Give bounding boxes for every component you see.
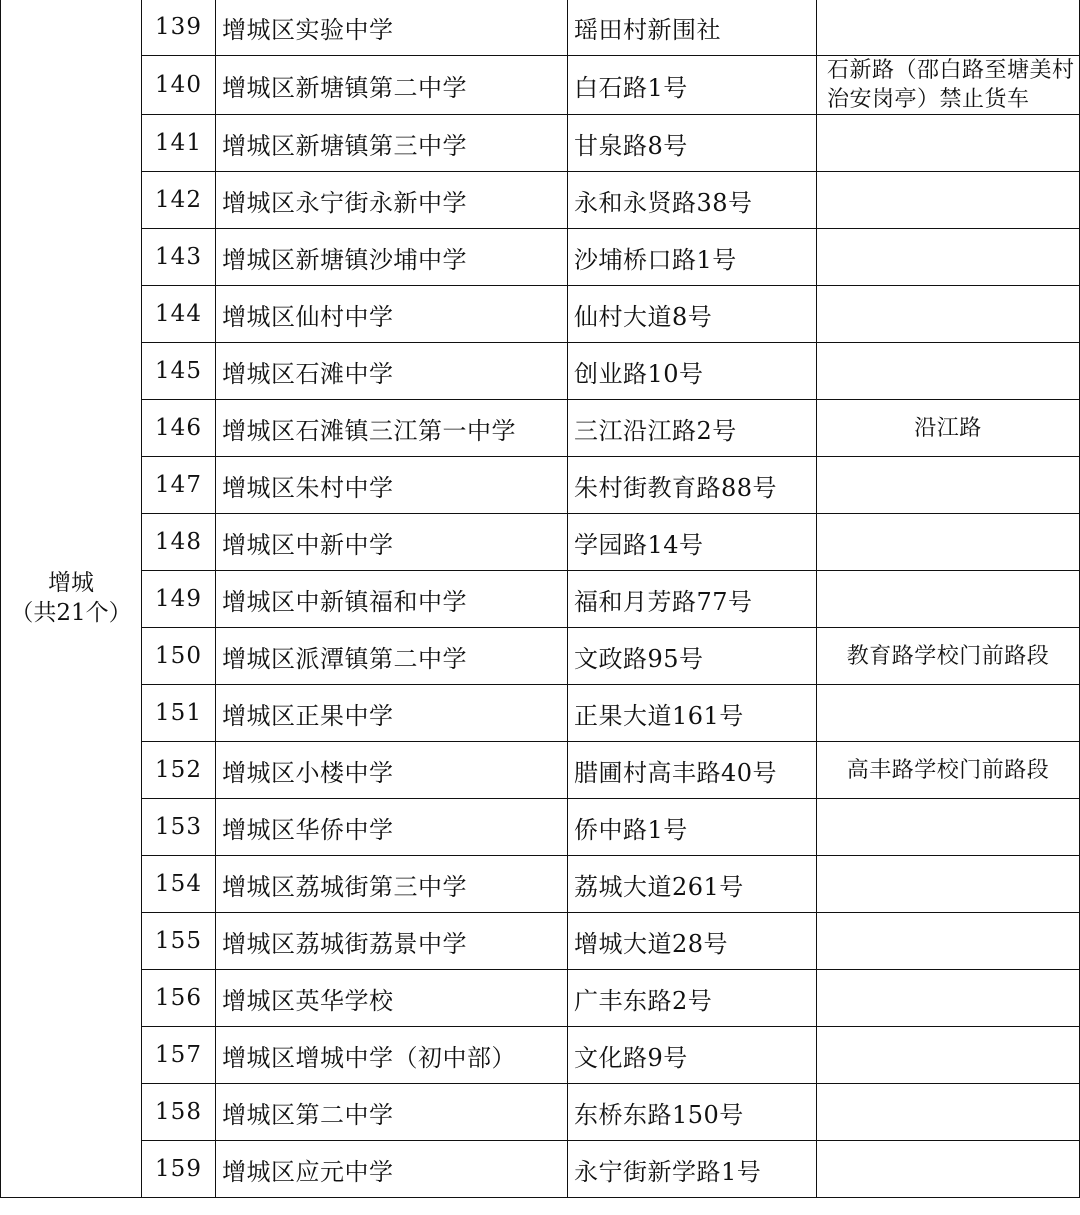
- school-name: 增城区增城中学（初中部）: [216, 1027, 568, 1084]
- row-number: 157: [142, 1027, 216, 1084]
- row-number: 150: [142, 628, 216, 685]
- school-name: 增城区英华学校: [216, 970, 568, 1027]
- school-name: 增城区华侨中学: [216, 799, 568, 856]
- table-row: [1, 56, 1080, 115]
- school-name: 增城区派潭镇第二中学: [216, 628, 568, 685]
- restriction-note: [817, 514, 1080, 571]
- table-row: [1, 1027, 1080, 1084]
- restriction-note: [817, 0, 1080, 56]
- school-address: 东桥东路150号: [568, 1084, 817, 1141]
- restriction-note: [817, 571, 1080, 628]
- row-number: 146: [142, 400, 216, 457]
- restriction-note: 沿江路: [817, 400, 1080, 457]
- table-row: [1, 172, 1080, 229]
- table-row: [1, 1084, 1080, 1141]
- school-address: 仙村大道8号: [568, 286, 817, 343]
- district-count: （共21个）: [10, 600, 132, 626]
- row-number: 149: [142, 571, 216, 628]
- school-name: 增城区中新中学: [216, 514, 568, 571]
- district-cell: [1, 0, 142, 1198]
- school-address: 文政路95号: [568, 628, 817, 685]
- row-number: 147: [142, 457, 216, 514]
- restriction-note: [817, 913, 1080, 970]
- table-row: [1, 685, 1080, 742]
- restriction-note: [817, 799, 1080, 856]
- table-row: [1, 115, 1080, 172]
- row-number: 152: [142, 742, 216, 799]
- district-name: 增城: [48, 570, 94, 596]
- restriction-note: 高丰路学校门前路段: [817, 742, 1080, 799]
- restriction-note: [817, 1027, 1080, 1084]
- school-address: 荔城大道261号: [568, 856, 817, 913]
- restriction-note: [817, 172, 1080, 229]
- school-name: 增城区中新镇福和中学: [216, 571, 568, 628]
- row-number: 151: [142, 685, 216, 742]
- table-row: [1, 514, 1080, 571]
- restriction-note: [817, 115, 1080, 172]
- table-row: [1, 457, 1080, 514]
- restriction-note: [817, 1141, 1080, 1198]
- school-name: 增城区荔城街第三中学: [216, 856, 568, 913]
- school-address: 福和月芳路77号: [568, 571, 817, 628]
- restriction-note: [817, 457, 1080, 514]
- table-row: [1, 0, 1080, 56]
- school-address: 朱村街教育路88号: [568, 457, 817, 514]
- table-row: [1, 913, 1080, 970]
- school-address: 侨中路1号: [568, 799, 817, 856]
- school-address: 永和永贤路38号: [568, 172, 817, 229]
- school-address: 甘泉路8号: [568, 115, 817, 172]
- table-row: [1, 856, 1080, 913]
- restriction-note: 石新路（邵白路至塘美村治安岗亭）禁止货车: [817, 56, 1080, 115]
- table-row: [1, 970, 1080, 1027]
- school-address: 增城大道28号: [568, 913, 817, 970]
- school-name: 增城区荔城街荔景中学: [216, 913, 568, 970]
- table-row: [1, 799, 1080, 856]
- row-number: 143: [142, 229, 216, 286]
- row-number: 155: [142, 913, 216, 970]
- school-name: 增城区小楼中学: [216, 742, 568, 799]
- row-number: 159: [142, 1141, 216, 1198]
- school-name: 增城区石滩中学: [216, 343, 568, 400]
- row-number: 141: [142, 115, 216, 172]
- row-number: 158: [142, 1084, 216, 1141]
- school-address: 瑶田村新围社: [568, 0, 817, 56]
- restriction-note: [817, 856, 1080, 913]
- row-number: 140: [142, 56, 216, 115]
- school-address: 广丰东路2号: [568, 970, 817, 1027]
- school-name: 增城区正果中学: [216, 685, 568, 742]
- row-number: 142: [142, 172, 216, 229]
- school-name: 增城区朱村中学: [216, 457, 568, 514]
- row-number: 144: [142, 286, 216, 343]
- table-row: [1, 343, 1080, 400]
- school-address: 沙埔桥口路1号: [568, 229, 817, 286]
- school-address: 永宁街新学路1号: [568, 1141, 817, 1198]
- table-row: [1, 400, 1080, 457]
- school-name: 增城区石滩镇三江第一中学: [216, 400, 568, 457]
- restriction-note: [817, 970, 1080, 1027]
- table-row: [1, 286, 1080, 343]
- school-address: 三江沿江路2号: [568, 400, 817, 457]
- row-number: 154: [142, 856, 216, 913]
- school-name: 增城区应元中学: [216, 1141, 568, 1198]
- table-row: [1, 1141, 1080, 1198]
- school-name: 增城区新塘镇沙埔中学: [216, 229, 568, 286]
- school-address: 白石路1号: [568, 56, 817, 115]
- restriction-note: [817, 229, 1080, 286]
- restriction-note: [817, 286, 1080, 343]
- table-row: [1, 571, 1080, 628]
- table-row: [1, 628, 1080, 685]
- restriction-note: [817, 1084, 1080, 1141]
- table-row: [1, 742, 1080, 799]
- school-name: 增城区新塘镇第三中学: [216, 115, 568, 172]
- row-number: 139: [142, 0, 216, 56]
- school-address: 正果大道161号: [568, 685, 817, 742]
- restriction-note: [817, 685, 1080, 742]
- row-number: 145: [142, 343, 216, 400]
- row-number: 156: [142, 970, 216, 1027]
- school-address: 学园路14号: [568, 514, 817, 571]
- school-name: 增城区实验中学: [216, 0, 568, 56]
- row-number: 148: [142, 514, 216, 571]
- school-address: 创业路10号: [568, 343, 817, 400]
- row-number: 153: [142, 799, 216, 856]
- restriction-note: [817, 343, 1080, 400]
- table-row: [1, 229, 1080, 286]
- school-name: 增城区永宁街永新中学: [216, 172, 568, 229]
- school-address: 文化路9号: [568, 1027, 817, 1084]
- school-name: 增城区新塘镇第二中学: [216, 56, 568, 115]
- school-name: 增城区第二中学: [216, 1084, 568, 1141]
- school-name: 增城区仙村中学: [216, 286, 568, 343]
- restriction-note: 教育路学校门前路段: [817, 628, 1080, 685]
- school-address: 腊圃村高丰路40号: [568, 742, 817, 799]
